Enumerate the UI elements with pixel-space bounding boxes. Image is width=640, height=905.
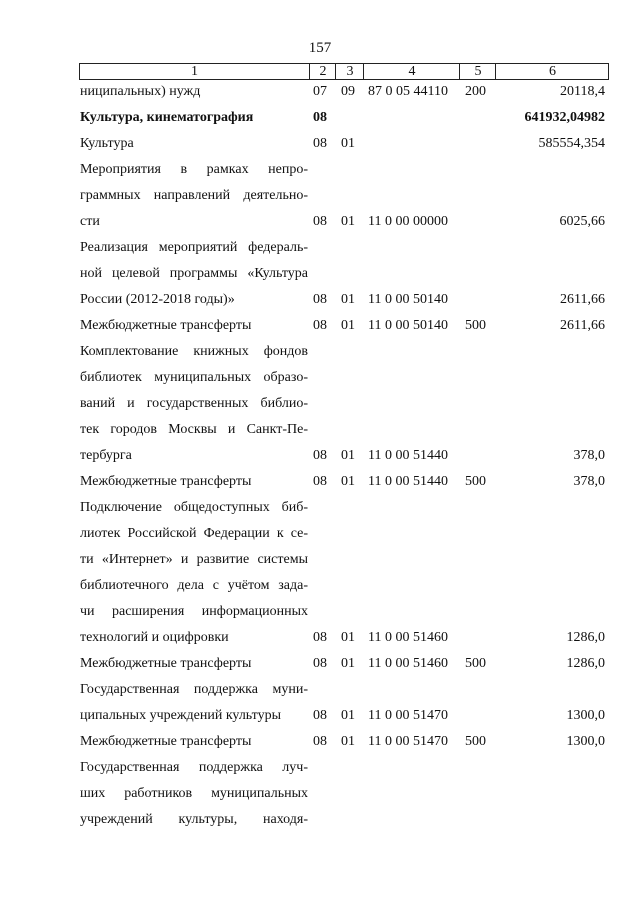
- row-name: ти «Интернет» и развитие системы: [80, 552, 308, 567]
- row-c4: [368, 185, 460, 207]
- table-row: [0, 393, 640, 415]
- row-c3: 09: [341, 84, 355, 99]
- header-col-5: 5: [459, 64, 496, 79]
- row-c4: [368, 757, 460, 779]
- row-name: технологий и оцифровки: [80, 630, 229, 645]
- row-c3: [341, 367, 363, 389]
- row-c5: [465, 757, 495, 779]
- row-c3: [341, 757, 363, 779]
- row-c3: [341, 263, 363, 285]
- row-c3: [341, 783, 363, 805]
- row-c2: 08: [313, 292, 327, 307]
- table-row: [0, 549, 640, 571]
- table-row: [0, 315, 640, 337]
- row-name: Межбюджетные трансферты: [80, 656, 252, 671]
- table-row: [0, 341, 640, 363]
- row-c5: [465, 549, 495, 571]
- row-c2: [313, 419, 335, 441]
- row-name: Реализация мероприятий федераль-: [80, 240, 308, 255]
- row-c6: [495, 185, 605, 207]
- row-c5: [465, 133, 495, 155]
- row-name: Культура: [80, 136, 134, 151]
- row-c5: [465, 393, 495, 415]
- row-c5: [465, 705, 495, 727]
- row-c4: 11 0 00 50140: [368, 318, 448, 333]
- row-c2: 08: [313, 110, 327, 125]
- row-c5: [465, 679, 495, 701]
- row-c6: [495, 237, 605, 259]
- row-c3: [341, 185, 363, 207]
- table-row: [0, 419, 640, 441]
- row-c5: [465, 185, 495, 207]
- row-c3: 01: [341, 292, 355, 307]
- row-c6: [495, 757, 605, 779]
- row-c2: 08: [313, 734, 327, 749]
- row-c5: [465, 783, 495, 805]
- row-c5: 200: [465, 84, 486, 99]
- page-number: 157: [308, 40, 332, 56]
- row-c3: [341, 523, 363, 545]
- row-c6: 1286,0: [566, 656, 605, 671]
- row-c5: [465, 575, 495, 597]
- row-c5: [465, 263, 495, 285]
- row-name: чи расширения информационных: [80, 604, 308, 619]
- row-c4: 11 0 00 51470: [368, 708, 448, 723]
- row-name: лиотек Российской Федерации к се-: [80, 526, 308, 541]
- row-c2: 08: [313, 448, 327, 463]
- row-c3: [341, 341, 363, 363]
- row-name: Культура, кинематография: [80, 110, 254, 125]
- row-c5: 500: [465, 656, 486, 671]
- row-c4: 11 0 00 00000: [368, 214, 448, 229]
- table-row: [0, 679, 640, 701]
- header-col-3: 3: [335, 64, 364, 79]
- row-c4: [368, 237, 460, 259]
- row-c3: 01: [341, 630, 355, 645]
- table-row: [0, 705, 640, 727]
- table-row: [0, 237, 640, 259]
- row-name: Межбюджетные трансферты: [80, 734, 252, 749]
- table-row: [0, 601, 640, 623]
- row-name: сти: [80, 214, 100, 229]
- row-c6: 2611,66: [560, 292, 605, 307]
- table-row: [0, 731, 640, 753]
- row-c3: [341, 393, 363, 415]
- table-row: [0, 107, 640, 129]
- row-c2: [313, 497, 335, 519]
- row-c4: 11 0 00 51440: [368, 448, 448, 463]
- row-c5: [465, 497, 495, 519]
- row-name: тербурга: [80, 448, 132, 463]
- row-name: библиотечного дела с учётом зада-: [80, 578, 308, 593]
- row-c6: [495, 159, 605, 181]
- row-c4: [368, 497, 460, 519]
- table-row: [0, 367, 640, 389]
- header-col-1: 1: [191, 64, 198, 79]
- row-c2: [313, 393, 335, 415]
- table-row: [0, 263, 640, 285]
- row-name: Мероприятия в рамках непро-: [80, 162, 308, 177]
- row-c3: [341, 497, 363, 519]
- row-c6: [495, 393, 605, 415]
- row-c6: 378,0: [573, 448, 605, 463]
- row-c2: 07: [313, 84, 327, 99]
- table-row: [0, 289, 640, 311]
- row-c5: [465, 627, 495, 649]
- table-row: [0, 445, 640, 467]
- row-name: библиотек муниципальных образо-: [80, 370, 308, 385]
- row-c6: 1300,0: [566, 708, 605, 723]
- row-name: Государственная поддержка муни-: [80, 682, 308, 697]
- row-name: России (2012-2018 годы)»: [80, 292, 235, 307]
- row-c2: [313, 809, 335, 831]
- row-c6: 641932,04982: [524, 110, 605, 125]
- row-name: ших работников муниципальных: [80, 786, 308, 801]
- row-c2: 08: [313, 474, 327, 489]
- row-c6: [495, 549, 605, 571]
- row-name: Комплектование книжных фондов: [80, 344, 308, 359]
- table-row: [0, 81, 640, 103]
- table-row: [0, 471, 640, 493]
- row-c3: [341, 159, 363, 181]
- row-c5: [465, 159, 495, 181]
- row-name: ниципальных) нужд: [80, 84, 201, 99]
- row-c4: [368, 367, 460, 389]
- table-row: [0, 185, 640, 207]
- row-c4: [368, 133, 460, 155]
- row-c2: [313, 341, 335, 363]
- row-name: тек городов Москвы и Санкт-Пе-: [80, 422, 308, 437]
- table-header: [79, 63, 609, 80]
- row-c2: 08: [313, 214, 327, 229]
- table-row: [0, 497, 640, 519]
- row-c6: 2611,66: [560, 318, 605, 333]
- table-row: [0, 133, 640, 155]
- row-c2: [313, 185, 335, 207]
- row-c3: [341, 575, 363, 597]
- row-c2: [313, 367, 335, 389]
- row-c2: 08: [313, 318, 327, 333]
- row-c4: 11 0 00 51470: [368, 734, 448, 749]
- row-c2: 08: [313, 708, 327, 723]
- row-c4: [368, 107, 460, 129]
- row-c2: [313, 783, 335, 805]
- row-c3: 01: [341, 708, 355, 723]
- row-c6: [495, 601, 605, 623]
- row-c2: [313, 159, 335, 181]
- row-c5: [465, 107, 495, 129]
- row-c4: 11 0 00 51460: [368, 656, 448, 671]
- row-name: Межбюджетные трансферты: [80, 318, 252, 333]
- table-row: [0, 809, 640, 831]
- table-row: [0, 627, 640, 649]
- row-c5: [465, 367, 495, 389]
- table-row: [0, 757, 640, 779]
- row-c6: [495, 367, 605, 389]
- row-c5: [465, 445, 495, 467]
- row-c3: 01: [341, 656, 355, 671]
- row-c5: [465, 419, 495, 441]
- row-name: Государственная поддержка луч-: [80, 760, 308, 775]
- row-name: Межбюджетные трансферты: [80, 474, 252, 489]
- table-row: [0, 523, 640, 545]
- row-c4: [368, 601, 460, 623]
- header-col-2: 2: [309, 64, 336, 79]
- row-c3: [341, 419, 363, 441]
- row-c3: [341, 237, 363, 259]
- row-c2: [313, 679, 335, 701]
- row-c2: 08: [313, 630, 327, 645]
- row-c4: [368, 523, 460, 545]
- row-c3: 01: [341, 136, 355, 151]
- row-c4: [368, 549, 460, 571]
- row-name: учреждений культуры, находя-: [80, 812, 308, 827]
- row-c6: [495, 679, 605, 701]
- row-c6: [495, 523, 605, 545]
- row-c2: [313, 575, 335, 597]
- row-c3: [341, 601, 363, 623]
- row-c2: [313, 523, 335, 545]
- row-c3: [341, 549, 363, 571]
- row-c6: [495, 783, 605, 805]
- header-col-4: 4: [363, 64, 460, 79]
- row-c6: [495, 341, 605, 363]
- row-c5: [465, 237, 495, 259]
- row-c2: [313, 263, 335, 285]
- row-c3: 01: [341, 214, 355, 229]
- row-c4: 11 0 00 51440: [368, 474, 448, 489]
- row-c3: 01: [341, 318, 355, 333]
- row-c6: [495, 263, 605, 285]
- row-c6: 1300,0: [566, 734, 605, 749]
- row-name: граммных направлений деятельно-: [80, 188, 308, 203]
- row-c5: [465, 341, 495, 363]
- row-c5: 500: [465, 474, 486, 489]
- row-c3: 01: [341, 474, 355, 489]
- row-c5: 500: [465, 734, 486, 749]
- row-c4: [368, 809, 460, 831]
- row-c6: 6025,66: [559, 214, 605, 229]
- row-name: ципальных учреждений культуры: [80, 708, 281, 723]
- row-c3: [341, 679, 363, 701]
- row-c5: [465, 523, 495, 545]
- row-c5: 500: [465, 318, 486, 333]
- row-c3: 01: [341, 734, 355, 749]
- row-c2: [313, 237, 335, 259]
- row-c4: [368, 263, 460, 285]
- row-c6: 20118,4: [560, 84, 605, 99]
- row-name: ваний и государственных библио-: [80, 396, 308, 411]
- row-c3: 01: [341, 448, 355, 463]
- row-c2: 08: [313, 136, 327, 151]
- row-c4: [368, 393, 460, 415]
- row-c4: 11 0 00 50140: [368, 292, 448, 307]
- table-row: [0, 653, 640, 675]
- row-c6: [495, 575, 605, 597]
- table-row: [0, 783, 640, 805]
- row-c4: 87 0 05 44110: [368, 84, 448, 99]
- row-c4: [368, 419, 460, 441]
- row-name: Подключение общедоступных биб-: [80, 500, 308, 515]
- row-c4: [368, 341, 460, 363]
- row-c2: 08: [313, 656, 327, 671]
- row-c6: [495, 419, 605, 441]
- row-c6: [495, 809, 605, 831]
- table-row: [0, 211, 640, 233]
- row-c5: [465, 809, 495, 831]
- row-c2: [313, 549, 335, 571]
- row-c6: [495, 497, 605, 519]
- row-c4: 11 0 00 51460: [368, 630, 448, 645]
- row-c6: 1286,0: [566, 630, 605, 645]
- row-c4: [368, 159, 460, 181]
- row-c4: [368, 575, 460, 597]
- row-c3: [341, 809, 363, 831]
- row-c4: [368, 679, 460, 701]
- header-col-6: 6: [495, 64, 609, 79]
- row-c2: [313, 757, 335, 779]
- row-c3: [341, 107, 363, 129]
- table-row: [0, 575, 640, 597]
- table-row: [0, 159, 640, 181]
- row-name: ной целевой программы «Культура: [80, 266, 308, 281]
- row-c6: 378,0: [573, 474, 605, 489]
- row-c4: [368, 783, 460, 805]
- row-c6: 585554,354: [538, 136, 605, 151]
- row-c2: [313, 601, 335, 623]
- row-c5: [465, 289, 495, 311]
- row-c5: [465, 601, 495, 623]
- row-c5: [465, 211, 495, 233]
